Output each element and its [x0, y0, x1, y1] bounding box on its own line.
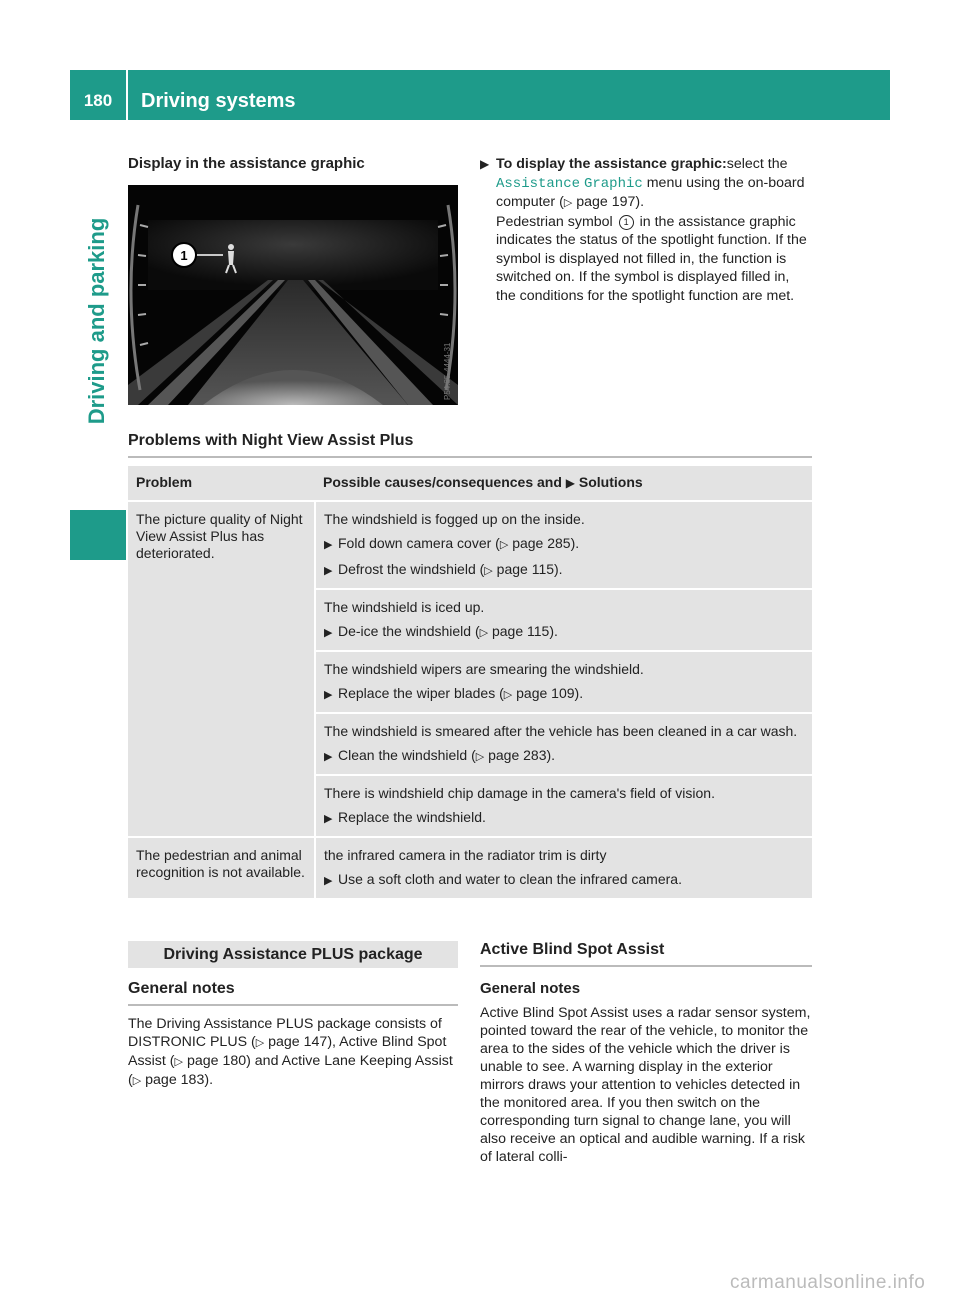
page-ref-icon: ▷ [499, 539, 509, 551]
instruction-text: menu using the on-board computer ( [496, 174, 805, 210]
page-reference[interactable]: page 115 [491, 623, 550, 639]
page-ref-icon: ▷ [132, 1075, 142, 1087]
instruction-text: ). [635, 194, 645, 210]
section-band-das: Driving Assistance PLUS package [128, 941, 458, 968]
solution-step [324, 747, 804, 766]
page-reference[interactable]: page 180 [186, 1053, 247, 1069]
page-number: 180 [83, 91, 113, 110]
header-divider [126, 70, 128, 120]
callout-1-number: 1 [180, 248, 188, 263]
instruction-lead: To display the assistance graphic: [496, 156, 727, 172]
blind-spot-paragraph: Active Blind Spot Assist uses a radar sensor system, pointed toward the rear of the vehicle, to monitor the area to the sides of the vehicle which the driver is unable to see. A warning display in the exterior mirrors draws your attention to vehicles detected in the monitored area. If you then switch on the corresponding turn signal to change lane, you will also receive an optical and audible warning. If a risk of lateral colli- [480, 1005, 811, 1165]
solution-text: Defrost the windshield ( [338, 561, 485, 577]
solution-arrow-icon: ▶ [324, 875, 333, 887]
section-heading-display: Display in the assistance graphic [128, 155, 365, 172]
solutions-arrow-icon: ▶ [565, 476, 576, 490]
solution-arrow-icon: ▶ [324, 539, 333, 551]
instruction-arrow-icon: ▶ [480, 157, 490, 171]
solution-text: Fold down camera cover ( [338, 535, 500, 551]
solution-text: ). [546, 747, 556, 763]
page-ref-icon: ▷ [479, 627, 489, 639]
cause-text: The windshield is fogged up on the inside. [324, 511, 585, 527]
assistance-graphic-figure [128, 185, 458, 405]
side-tab [82, 130, 114, 520]
solution-text: Use a soft cloth and water to clean the infrared camera. [338, 871, 682, 887]
solution-text: ). [574, 685, 584, 701]
cause-text: The windshield is smeared after the vehicle has been cleaned in a car wash. [324, 723, 798, 739]
side-tab-marker [70, 510, 126, 560]
cause-cell [315, 501, 812, 589]
page-ref-icon: ▷ [484, 565, 493, 577]
cause-cell [315, 651, 812, 713]
page-reference[interactable]: page 115 [496, 561, 555, 577]
cause-cell [315, 775, 812, 837]
cause-text: the infrared camera in the radiator trim is dirty [324, 847, 607, 863]
cause-cell [315, 589, 812, 651]
solution-arrow-icon: ▶ [324, 627, 333, 639]
instruction-text: in the assistance graphic indicates the status of the spotlight function. If the symbol is displayed not filled in, the function is switched on. If the symbol is displayed filled in, the conditions for the spotlight function are met. [496, 213, 807, 304]
page-reference[interactable]: page 197 [576, 194, 636, 210]
night-view-illustration [128, 185, 458, 405]
solution-arrow-icon: ▶ [324, 813, 333, 825]
cause-cell [315, 713, 812, 775]
watermark: carmanualsonline.info [730, 1272, 926, 1293]
page-ref-icon: ▷ [503, 689, 513, 701]
solution-text: Clean the windshield ( [338, 747, 476, 763]
column-header-causes: Possible causes/consequences and ▶ Solutions [315, 466, 812, 501]
page-ref-icon: ▷ [255, 1037, 265, 1049]
solution-text: ). [570, 535, 580, 551]
page-reference[interactable]: page 183 [145, 1072, 205, 1088]
solution-step [324, 809, 804, 828]
image-code: P54.35-4444-31 [443, 342, 452, 400]
cause-text: There is windshield chip damage in the camera's field of vision. [324, 785, 715, 801]
solution-arrow-icon: ▶ [324, 565, 333, 577]
instruction-block [480, 155, 812, 305]
instruction-text: Pedestrian symbol [496, 213, 613, 230]
solution-text: Replace the wiper blades ( [338, 685, 504, 701]
page-ref-icon: ▷ [475, 751, 485, 763]
page-ref-icon: ▷ [174, 1056, 183, 1068]
instruction-text: select the [726, 156, 788, 172]
solution-arrow-icon: ▶ [324, 689, 333, 701]
section-heading-blind-spot: Active Blind Spot Assist [480, 941, 812, 967]
cause-cell [315, 837, 812, 899]
callout-1-icon: 1 [619, 215, 634, 230]
solution-text: ). [554, 561, 563, 577]
solution-step [324, 623, 804, 642]
cause-text: The windshield wipers are smearing the windshield. [324, 661, 644, 677]
solution-step [324, 535, 804, 554]
menu-term: Assistance [496, 175, 581, 192]
problems-table [128, 466, 812, 900]
solution-step [324, 685, 804, 704]
side-tab-label: Driving and parking [84, 217, 109, 425]
section-heading-problems: Problems with Night View Assist Plus [128, 432, 812, 458]
solution-arrow-icon: ▶ [324, 751, 333, 763]
chapter-title: Driving systems [141, 90, 296, 112]
table-row [128, 501, 812, 589]
column-header-problem: Problem [128, 466, 315, 501]
solution-step [324, 561, 804, 580]
problem-cell: The picture quality of Night View Assist Plus has deteriorated. [128, 501, 315, 837]
cause-text: The windshield is iced up. [324, 599, 485, 615]
solution-step [324, 871, 804, 890]
page-reference[interactable]: page 283 [488, 747, 547, 763]
page-ref-icon: ▷ [563, 197, 573, 209]
page-reference[interactable]: page 109 [516, 685, 575, 701]
solution-text: ). [549, 623, 558, 639]
general-notes-heading: General notes [128, 980, 458, 1006]
menu-term: Graphic [583, 175, 643, 192]
das-paragraph: The Driving Assistance PLUS package consists of DISTRONIC PLUS (▷ page 147), Active Blind Spot Assist (▷ page 180) and Active Lane Keeping Assist (▷ page 183). [128, 1016, 453, 1088]
general-notes-heading: General notes [480, 980, 581, 997]
problem-cell: The pedestrian and animal recognition is not available. [128, 837, 315, 899]
solution-text: De-ice the windshield ( [338, 623, 480, 639]
page-reference[interactable]: page 285 [512, 535, 571, 551]
table-row [128, 837, 812, 899]
solution-text: Replace the windshield. [338, 809, 486, 825]
page-reference[interactable]: page 147 [268, 1034, 328, 1050]
